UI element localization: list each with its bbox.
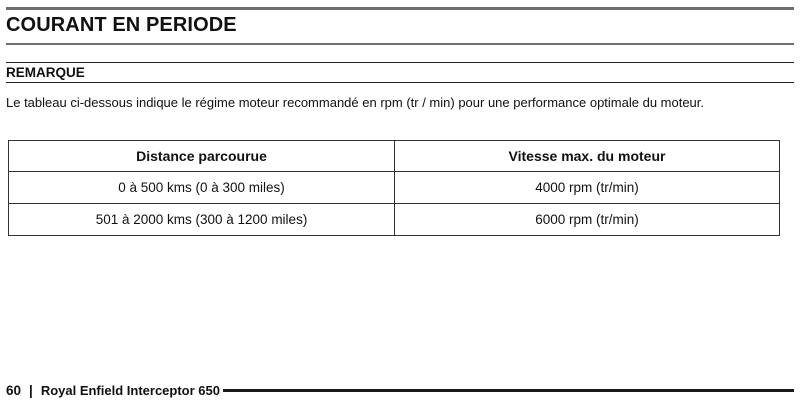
note-body: Le tableau ci-dessous indique le régime moteur recommandé en rpm (tr / min) pour une performance optimale du moteur.	[6, 95, 705, 110]
header-distance: Distance parcourue	[9, 141, 395, 172]
footer-separator: |	[29, 382, 33, 398]
table-row	[9, 172, 780, 204]
cell-distance: 501 à 2000 kms (300 à 1200 miles)	[9, 204, 395, 236]
footer-rule	[223, 389, 794, 392]
table-row	[9, 204, 780, 236]
header-max-speed: Vitesse max. du moteur	[395, 141, 780, 172]
book-title: Royal Enfield Interceptor 650	[40, 382, 220, 398]
note-rule-bottom	[6, 82, 794, 83]
title-rule	[6, 43, 794, 45]
note-heading: REMARQUE	[6, 65, 85, 80]
section-title: COURANT EN PERIODE	[6, 14, 237, 36]
table-header-row	[9, 141, 780, 172]
cell-max-speed: 4000 rpm (tr/min)	[395, 172, 780, 204]
rpm-table	[8, 140, 780, 236]
page-number: 60	[6, 382, 22, 398]
note-rule-top	[6, 62, 794, 63]
cell-max-speed: 6000 rpm (tr/min)	[395, 204, 780, 236]
top-rule	[6, 7, 794, 10]
page-footer	[6, 381, 794, 399]
cell-distance: 0 à 500 kms (0 à 300 miles)	[9, 172, 395, 204]
